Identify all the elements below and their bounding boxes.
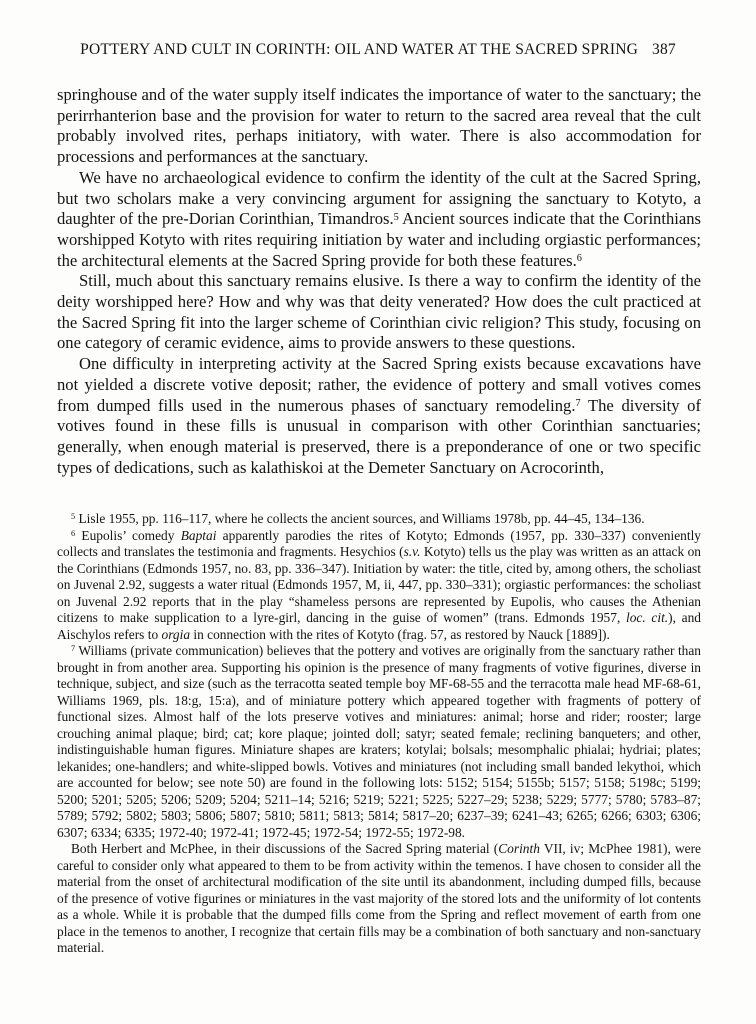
- italic-text: s.v.: [403, 544, 421, 559]
- footnote-marker: 6: [71, 528, 76, 538]
- footnote-paragraph: [57, 643, 701, 841]
- text-run: Kotyto) tells us the play was written as an attack on the Corinthians (Edmonds 1957, no. 83, pp. 336–347). Initiation by water: the title, cited by, among others, the scholiast on Juvenal 2.92, suggests a water ritual (Edmonds 1957, M, ii, 447, pp. 330–331); orgiastic performances: the scholiast on Juvenal 2.92 reports that in the play “shameless persons are represented by Eupolis, who causes the Athenian citizens to make supplication to a lyre-girl, dancing in the guise of women” (trans. Edmonds 1957,: [57, 544, 701, 625]
- footnote-marker: 6: [576, 253, 582, 264]
- running-header-title: POTTERY AND CULT IN CORINTH: OIL AND WATER AT THE SACRED SPRING: [80, 41, 639, 58]
- text-run: apparently parodies the rites of Kotyto; Edmonds (1957, pp. 330–337) conveniently collects and translates the testimonia and fragments. Hesychios (: [57, 527, 701, 559]
- text-run: springhouse and of the water supply itself indicates the importance of water to the sanctuary; the perirrhanterion base and the provision for water to return to the sacred area reveal that the cult probably involved rites, perhaps initiatory, with water. There is also accommodation for processions and performances at the sanctuary.: [57, 85, 701, 167]
- body-paragraph: [57, 271, 701, 354]
- italic-text: loc. cit.: [626, 610, 669, 625]
- text-run: ), and Aischylos refers to: [57, 610, 701, 642]
- page-number: 387: [652, 41, 676, 58]
- text-run: in connection with the rites of Kotyto (frag. 57, as restored by Nauck [1889]).: [190, 626, 610, 642]
- footnote-marker: 7: [71, 644, 76, 654]
- footnote-marker: 5: [71, 512, 76, 522]
- italic-text: Corinth: [498, 841, 540, 856]
- text-run: Lisle 1955, pp. 116–117, where he collects the ancient sources, and Williams 1978b, pp. 44–45, 134–136.: [75, 511, 645, 526]
- text-run: One difficulty in interpreting activity at the Sacred Spring exists because excavations have not yielded a discrete votive deposit; rather, the evidence of pottery and small votives comes from dumped fills used in the numerous phases of sanctuary remodeling.: [57, 354, 701, 415]
- body-paragraph: [57, 168, 701, 272]
- text-run: VII, iv; McPhee 1981), were careful to consider only what appeared to them to be from activity within the temenos. I have chosen to consider all the material from the onset of architectural modification of the site until its abandonment, including dumped fills, because of the presence of votive figurines or miniatures in the vast majority of the stored lots and the uniformity of lot contents as a whole. While it is probable that the dumped fills come from the Spring and reflect movement of earth from one place in the temenos to another, I recognize that certain fills may be a combination of both sanctuary and non-sanctuary material.: [57, 841, 701, 955]
- body-paragraph: [57, 354, 701, 478]
- text-run: Eupolis’ comedy: [75, 527, 181, 543]
- text-run: We have no archaeological evidence to confirm the identity of the cult at the Sacred Spring, but two scholars make a very convincing argument for assigning the sanctuary to Kotyto, a daughter of the pre-Dorian Corinthian, Timandros.: [57, 167, 701, 229]
- text-run: Still, much about this sanctuary remains elusive. Is there a way to confirm the identity of the deity worshipped here? How and why was that deity venerated? How does the cult practiced at the Sacred Spring fit into the larger scheme of Corinthian civic religion? This study, focusing on one category of ceramic evidence, aims to provide answers to these questions.: [57, 271, 701, 353]
- running-header: [0, 41, 756, 59]
- footnote-marker: 7: [575, 397, 581, 409]
- footnote-paragraph: [57, 841, 701, 957]
- text-run: Williams (private communication) believes that the pottery and votives are originally from the sanctuary rather than brought in from another area. Supporting his opinion is the presence of many fragments of votive figurines, diverse in technique, subject, and size (such as the terracotta seated temple boy MF-68-55 and the terracotta male head MF-68-61, Williams 1969, pls. 18:g, 15:a), and of miniature pottery which appeared together with fragments of pottery of functional sizes. Almost half of the lots preserve votives and miniatures: animal; horse and rider; rooster; large crouching animal plaque; bird; cat; kore plaque; jointed doll; satyr; seated female; reclining banqueters; and other, indistinguishable human figures. Miniature shapes are kraters; kotylai; bolsals; mesomphalic phialai; hydriai; plates; lekanides; one-handlers; and white-slipped bowls. Votives and miniatures (not including small banded lekythoi, which are accounted for below; see note 50) are found in the following lots: 5152; 5154; 5155b; 5157; 5158; 5198c; 5199; 5200; 5201; 5205; 5206; 5209; 5204; 5211–14; 5216; 5219; 5221; 5225; 5227–29; 5238; 5229; 5777; 5780; 5783–87; 5789; 5792; 5802; 5803; 5806; 5807; 5810; 5811; 5813; 5814; 5817–20; 6237–39; 6241–43; 6265; 6266; 6303; 6306; 6307; 6334; 6335; 1972-40; 1972-41; 1972-45; 1972-54; 1972-55; 1972-98.: [57, 643, 701, 840]
- text-run: Ancient sources indicate that the Corinthians worshipped Kotyto with rites requiring initiation by water and including orgiastic performances; the architectural elements at the Sacred Spring provide for both these features.: [57, 209, 701, 270]
- footnote-paragraph: [57, 528, 701, 644]
- footnote-marker: 5: [393, 211, 399, 223]
- footnote-paragraph: [57, 511, 701, 528]
- body-paragraph: [57, 85, 701, 168]
- footnotes: [57, 511, 701, 957]
- text-run: Both Herbert and McPhee, in their discussions of the Sacred Spring material (: [71, 841, 499, 856]
- body-text: [57, 85, 701, 478]
- text-run: The diversity of votives found in these fills is unusual in comparison with other Corinthian sanctuaries; generally, when enough material is preserved, there is a preponderance of one or two specific types of dedications, such as kalathiskoi at the Demeter Sanctuary on Acrocorinth,: [57, 395, 701, 477]
- italic-text: orgia: [161, 626, 191, 642]
- italic-text: Baptai: [180, 527, 217, 543]
